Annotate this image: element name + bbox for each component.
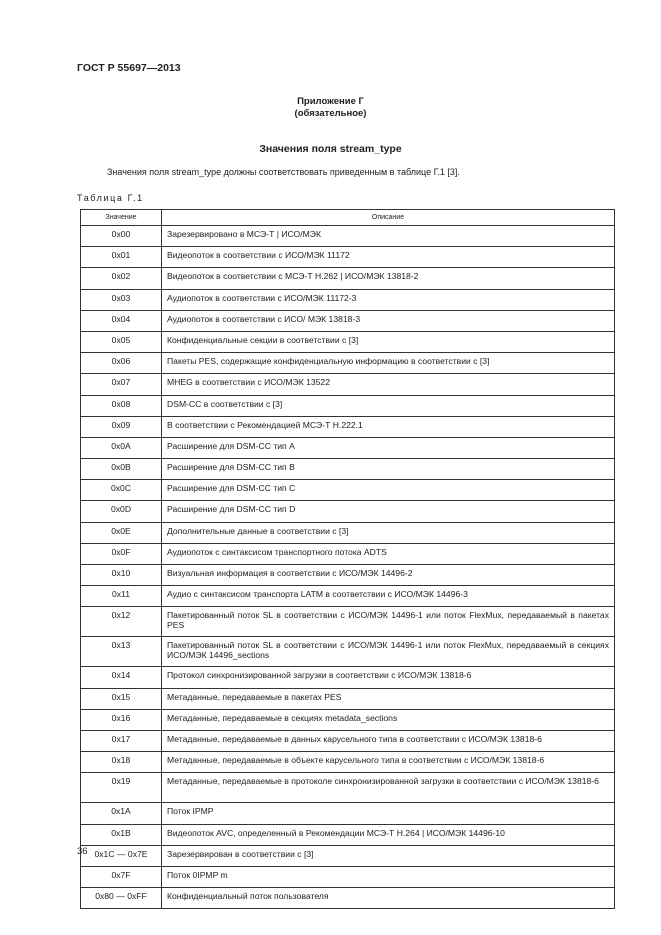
stream-type-value: 0x0C: [81, 480, 162, 501]
stream-type-description: Визуальная информация в соответствии с ИСО/МЭК 14496-2: [162, 565, 615, 586]
table-row: [81, 667, 615, 688]
stream-type-value: 0x00: [81, 226, 162, 247]
stream-type-description: Протокол синхронизированной загрузки в соответствии с ИСО/МЭК 13818-6: [162, 667, 615, 688]
stream-type-description: Метаданные, передаваемые в данных карусельного типа в соответствии с ИСО/МЭК 13818-6: [162, 730, 615, 751]
table-row: [81, 395, 615, 416]
stream-type-description: Аудиопоток с синтаксисом транспортного потока ADTS: [162, 543, 615, 564]
page-number: 36: [77, 846, 88, 857]
column-header-description: Описание: [162, 210, 615, 226]
stream-type-description: Зарезервировано в МСЭ-Т | ИСО/МЭК: [162, 226, 615, 247]
stream-type-value: 0x0F: [81, 543, 162, 564]
stream-type-value: 0x80 — 0xFF: [81, 888, 162, 909]
stream-type-value: 0x18: [81, 752, 162, 773]
intro-paragraph: Значения поля stream_type должны соответствовать приведенным в таблице Г.1 [3].: [107, 167, 460, 177]
stream-type-value: 0x12: [81, 607, 162, 637]
stream-type-value: 0x19: [81, 773, 162, 803]
table-row: [81, 752, 615, 773]
stream-type-description: Расширение для DSM-CC тип А: [162, 437, 615, 458]
table-row: [81, 803, 615, 824]
stream-type-description: Пакетированный поток SL в соответствии с ИСО/МЭК 14496-1 или поток FlexMux, передаваемый в секциях ИСО/МЭК 14496_sections: [162, 637, 615, 667]
table-row: [81, 289, 615, 310]
stream-type-value: 0x07: [81, 374, 162, 395]
stream-type-description: В соответствии с Рекомендацией МСЭ-Т Н.222.1: [162, 416, 615, 437]
stream-type-value: 0x09: [81, 416, 162, 437]
table-row: [81, 637, 615, 667]
stream-type-description: Метаданные, передаваемые в секциях metadata_sections: [162, 709, 615, 730]
stream-type-value: 0x01: [81, 247, 162, 268]
table-label: Таблица Г.1: [77, 193, 144, 203]
stream-type-description: Метаданные, передаваемые в пакетах PES: [162, 688, 615, 709]
table-row: [81, 586, 615, 607]
stream-type-description: Пакетированный поток SL в соответствии с ИСО/МЭК 14496-1 или поток FlexMux, передаваемый в пакетах PES: [162, 607, 615, 637]
table-row: [81, 310, 615, 331]
column-header-value: Значение: [81, 210, 162, 226]
stream-type-description: Зарезервирован в соответствии с [3]: [162, 845, 615, 866]
stream-type-value: 0x06: [81, 353, 162, 374]
stream-type-description: Видеопоток в соответствии с ИСО/МЭК 11172: [162, 247, 615, 268]
stream-type-value: 0x10: [81, 565, 162, 586]
table-row: [81, 845, 615, 866]
table-row: [81, 688, 615, 709]
stream-type-value: 0x0A: [81, 437, 162, 458]
stream-type-value: 0x0D: [81, 501, 162, 522]
table-row: [81, 437, 615, 458]
table-row: [81, 522, 615, 543]
stream-type-description: Видеопоток в соответствии с МСЭ-Т H.262 | ИСО/МЭК 13818-2: [162, 268, 615, 289]
table-row: [81, 247, 615, 268]
stream-type-description: Конфиденциальный поток пользователя: [162, 888, 615, 909]
stream-type-description: Аудиопоток в соответствии с ИСО/ МЭК 13818-3: [162, 310, 615, 331]
table-row: [81, 730, 615, 751]
stream-type-table: [80, 209, 615, 909]
stream-type-value: 0x11: [81, 586, 162, 607]
section-title: Значения поля stream_type: [259, 143, 402, 155]
stream-type-description: Аудиопоток в соответствии с ИСО/МЭК 11172-3: [162, 289, 615, 310]
stream-type-value: 0x08: [81, 395, 162, 416]
stream-type-description: Пакеты PES, содержащие конфиденциальную информацию в соответствии с [3]: [162, 353, 615, 374]
table-row: [81, 543, 615, 564]
table-row: [81, 268, 615, 289]
table-row: [81, 459, 615, 480]
stream-type-value: 0x16: [81, 709, 162, 730]
table-row: [81, 374, 615, 395]
stream-type-value: 0x1C — 0x7E: [81, 845, 162, 866]
stream-type-value: 0x0B: [81, 459, 162, 480]
stream-type-value: 0x05: [81, 331, 162, 352]
table-row: [81, 353, 615, 374]
table-header-row: [81, 210, 615, 226]
table-row: [81, 709, 615, 730]
stream-type-description: DSM-CC в соответствии с [3]: [162, 395, 615, 416]
stream-type-description: Аудио с синтаксисом транспорта LATM в соответствии с ИСО/МЭК 14496-3: [162, 586, 615, 607]
standard-code: ГОСТ Р 55697—2013: [77, 62, 181, 74]
stream-type-description: Дополнительные данные в соответствии с [3]: [162, 522, 615, 543]
stream-type-description: Поток 0IPMP m: [162, 866, 615, 887]
stream-type-description: Конфиденциальные секции в соответствии с [3]: [162, 331, 615, 352]
table-row: [81, 501, 615, 522]
table-row: [81, 824, 615, 845]
stream-type-description: Поток IPMP: [162, 803, 615, 824]
stream-type-value: 0x17: [81, 730, 162, 751]
stream-type-description: Метаданные, передаваемые в протоколе синхронизированной загрузки в соответствии с ИСО/МЭК 13818-6: [162, 773, 615, 803]
stream-type-value: 0x02: [81, 268, 162, 289]
table-row: [81, 866, 615, 887]
table-row: [81, 480, 615, 501]
stream-type-value: 0x15: [81, 688, 162, 709]
stream-type-value: 0x13: [81, 637, 162, 667]
stream-type-value: 0x04: [81, 310, 162, 331]
appendix-title: Приложение Г: [297, 96, 364, 107]
stream-type-description: Расширение для DSM-CC тип D: [162, 501, 615, 522]
stream-type-description: Расширение для DSM-CC тип С: [162, 480, 615, 501]
stream-type-description: MHEG в соответствии с ИСО/МЭК 13522: [162, 374, 615, 395]
stream-type-description: Расширение для DSM-CC тип В: [162, 459, 615, 480]
table-row: [81, 888, 615, 909]
stream-type-value: 0x03: [81, 289, 162, 310]
appendix-status: (обязательное): [294, 108, 367, 119]
table-row: [81, 416, 615, 437]
stream-type-value: 0x14: [81, 667, 162, 688]
table-row: [81, 331, 615, 352]
table-row: [81, 773, 615, 803]
stream-type-value: 0x1B: [81, 824, 162, 845]
table-row: [81, 607, 615, 637]
table-row: [81, 565, 615, 586]
stream-type-value: 0x7F: [81, 866, 162, 887]
stream-type-value: 0x1A: [81, 803, 162, 824]
table-body: [81, 226, 615, 909]
table-row: [81, 226, 615, 247]
appendix-heading: [0, 96, 661, 120]
stream-type-description: Метаданные, передаваемые в объекте карусельного типа в соответствии с ИСО/МЭК 13818-6: [162, 752, 615, 773]
stream-type-description: Видеопоток AVC, определенный в Рекомендации МСЭ-Т H.264 | ИСО/МЭК 14496-10: [162, 824, 615, 845]
stream-type-value: 0x0E: [81, 522, 162, 543]
